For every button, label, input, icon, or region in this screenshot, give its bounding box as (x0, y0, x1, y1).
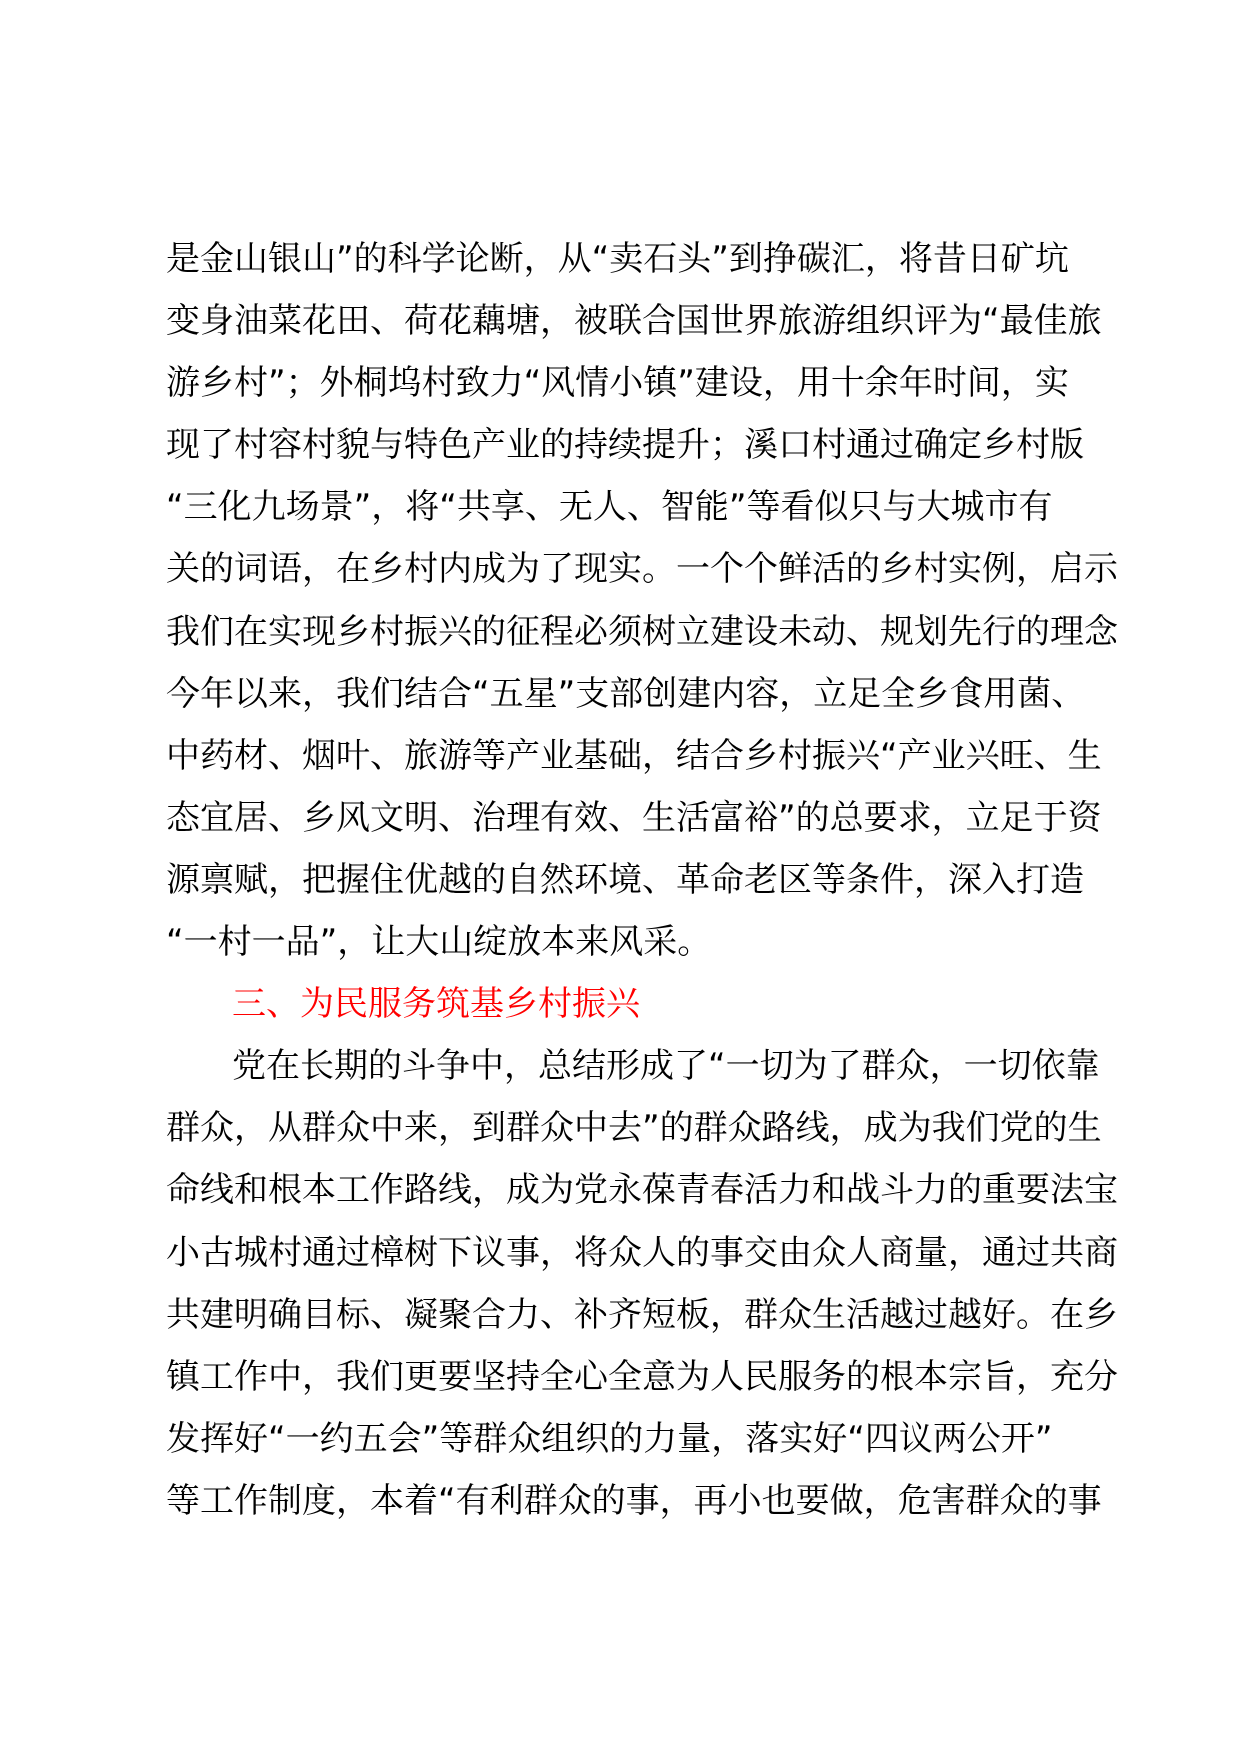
body-text-line: 态宜居、乡风文明、治理有效、生活富裕”的总要求，立足于资 (166, 797, 1102, 838)
body-text-line: 我们在实现乡村振兴的征程必须树立建设未动、规划先行的理念 (166, 611, 1118, 652)
body-text-line: 小古城村通过樟树下议事，将众人的事交由众人商量，通过共商 (166, 1232, 1118, 1273)
body-text-line: 命线和根本工作路线，成为党永葆青春活力和战斗力的重要法宝 (166, 1170, 1118, 1211)
body-text-line: 关的词语，在乡村内成为了现实。一个个鲜活的乡村实例，启示 (166, 549, 1118, 590)
body-text-line: 党在长期的斗争中，总结形成了“一切为了群众，一切依靠 (232, 1046, 1100, 1087)
body-text-line: 源禀赋，把握住优越的自然环境、革命老区等条件，深入打造 (166, 859, 1084, 900)
body-text-line: 现了村容村貌与特色产业的持续提升；溪口村通过确定乡村版 (166, 425, 1084, 466)
body-text-line: 等工作制度，本着“有利群众的事，再小也要做，危害群众的事 (166, 1480, 1102, 1521)
body-text-line: 游乡村”；外桐坞村致力“风情小镇”建设，用十余年时间，实 (166, 363, 1069, 404)
body-text-line: 是金山银山”的科学论断，从“卖石头”到挣碳汇，将昔日矿坑 (166, 239, 1069, 279)
body-text-line: 共建明确目标、凝聚合力、补齐短板，群众生活越过越好。在乡 (166, 1294, 1118, 1335)
body-text-line: “三化九场景”，将“共享、无人、智能”等看似只与大城市有 (166, 487, 1053, 528)
body-text-line: 今年以来，我们结合“五星”支部创建内容，立足全乡食用菌、 (166, 673, 1086, 714)
body-text-line: 镇工作中，我们更要坚持全心全意为人民服务的根本宗旨，充分 (166, 1356, 1118, 1397)
body-text-line: 变身油菜花田、荷花藕塘，被联合国世界旅游组织评为“最佳旅 (166, 301, 1102, 342)
body-text-line: “一村一品”，让大山绽放本来风采。 (166, 922, 712, 963)
body-text-line: 发挥好“一约五会”等群众组织的力量，落实好“四议两公开” (166, 1418, 1053, 1459)
body-text-line: 群众，从群众中来，到群众中去”的群众路线，成为我们党的生 (166, 1108, 1102, 1149)
body-text-line: 中药材、烟叶、旅游等产业基础，结合乡村振兴“产业兴旺、生 (166, 735, 1102, 776)
document-body (166, 228, 1118, 1532)
section-heading: 三、为民服务筑基乡村振兴 (232, 984, 640, 1025)
